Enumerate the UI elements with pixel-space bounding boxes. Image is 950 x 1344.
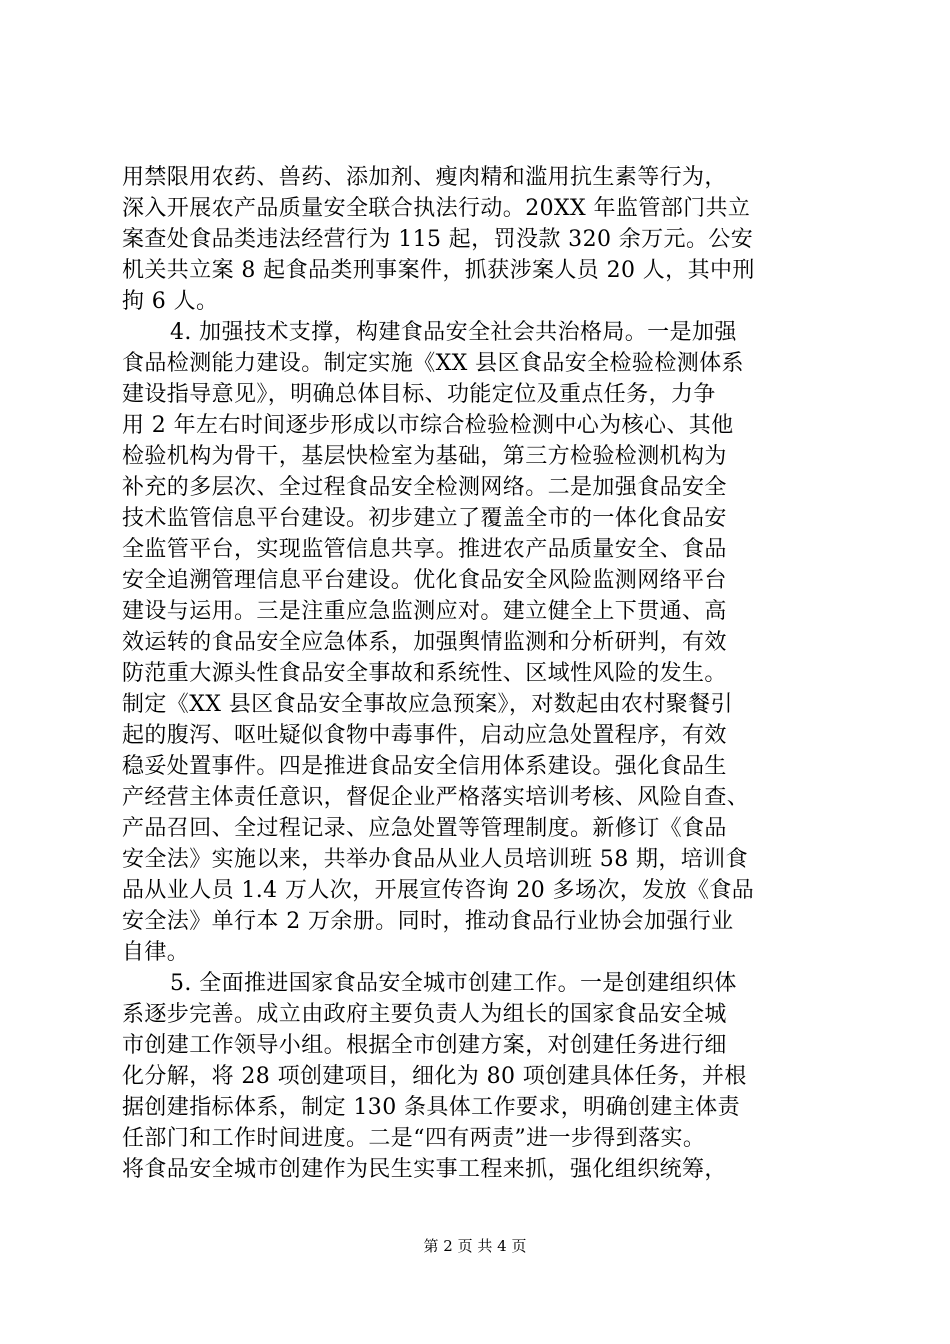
text-line: 用禁限用农药、兽药、添加剂、瘦肉精和滥用抗生素等行为， (122, 165, 727, 190)
page-number-footer: 第 2 页 共 4 页 (423, 1237, 527, 1255)
text-line: 补充的多层次、全过程食品安全检测网络。二是加强食品安全 (122, 475, 727, 500)
text-line: 防范重大源头性食品安全事故和系统性、区域性风险的发生。 (122, 661, 727, 686)
text-line: 技术监管信息平台建设。初步建立了覆盖全市的一体化食品安 (122, 506, 727, 531)
paragraph-start-line: 4. 加强技术支撑，构建食品安全社会共治格局。一是加强 (170, 320, 737, 345)
text-line: 全监管平台，实现监管信息共享。推进农产品质量安全、食品 (122, 537, 727, 562)
body-text (122, 162, 842, 1185)
text-line: 检验机构为骨干，基层快检室为基础，第三方检验检测机构为 (122, 444, 727, 469)
text-line: 市创建工作领导小组。根据全市创建方案，对创建任务进行细 (122, 1033, 727, 1058)
text-line: 深入开展农产品质量安全联合执法行动。20XX 年监管部门共立 (122, 196, 751, 221)
text-line: 建设与运用。三是注重应急监测应对。建立健全上下贯通、高 (122, 599, 727, 624)
text-line: 稳妥处置事件。四是推进食品安全信用体系建设。强化食品生 (122, 754, 727, 779)
text-line: 任部门和工作时间进度。二是“四有两责”进一步得到落实。 (122, 1126, 706, 1151)
text-line: 用 2 年左右时间逐步形成以市综合检验检测中心为核心、其他 (122, 413, 734, 438)
text-line: 建设指导意见》，明确总体目标、功能定位及重点任务，力争 (122, 382, 716, 407)
text-line: 将食品安全城市创建作为民生实事工程来抓，强化组织统筹， (122, 1157, 727, 1182)
text-line: 拘 6 人。 (122, 289, 219, 314)
text-line: 自律。 (122, 940, 190, 965)
text-line: 制定《XX 县区食品安全事故应急预案》，对数起由农村聚餐引 (122, 692, 733, 717)
text-line: 机关共立案 8 起食品类刑事案件，抓获涉案人员 20 人，其中刑 (122, 258, 755, 283)
paragraph-start-line: 5. 全面推进国家食品安全城市创建工作。一是创建组织体 (170, 971, 737, 996)
text-line: 品从业人员 1.4 万人次，开展宣传咨询 20 多场次，发放《食品 (122, 878, 755, 903)
text-line: 产经营主体责任意识，督促企业严格落实培训考核、风险自查、 (122, 785, 750, 810)
text-line: 案查处食品类违法经营行为 115 起，罚没款 320 余万元。公安 (122, 227, 754, 252)
text-line: 食品检测能力建设。制定实施《XX 县区食品安全检验检测体系 (122, 351, 744, 376)
text-line: 据创建指标体系，制定 130 条具体工作要求，明确创建主体责 (122, 1095, 740, 1120)
text-line: 效运转的食品安全应急体系，加强舆情监测和分析研判，有效 (122, 630, 727, 655)
text-line: 起的腹泻、呕吐疑似食物中毒事件，启动应急处置程序，有效 (122, 723, 727, 748)
text-line: 安全法》单行本 2 万余册。同时，推动食品行业协会加强行业 (122, 909, 734, 934)
text-line: 化分解，将 28 项创建项目，细化为 80 项创建具体任务，并根 (122, 1064, 747, 1089)
text-line: 系逐步完善。成立由政府主要负责人为组长的国家食品安全城 (122, 1002, 727, 1027)
text-line: 安全法》实施以来，共举办食品从业人员培训班 58 期，培训食 (122, 847, 748, 872)
text-line: 安全追溯管理信息平台建设。优化食品安全风险监测网络平台 (122, 568, 727, 593)
text-line: 产品召回、全过程记录、应急处置等管理制度。新修订《食品 (122, 816, 727, 841)
